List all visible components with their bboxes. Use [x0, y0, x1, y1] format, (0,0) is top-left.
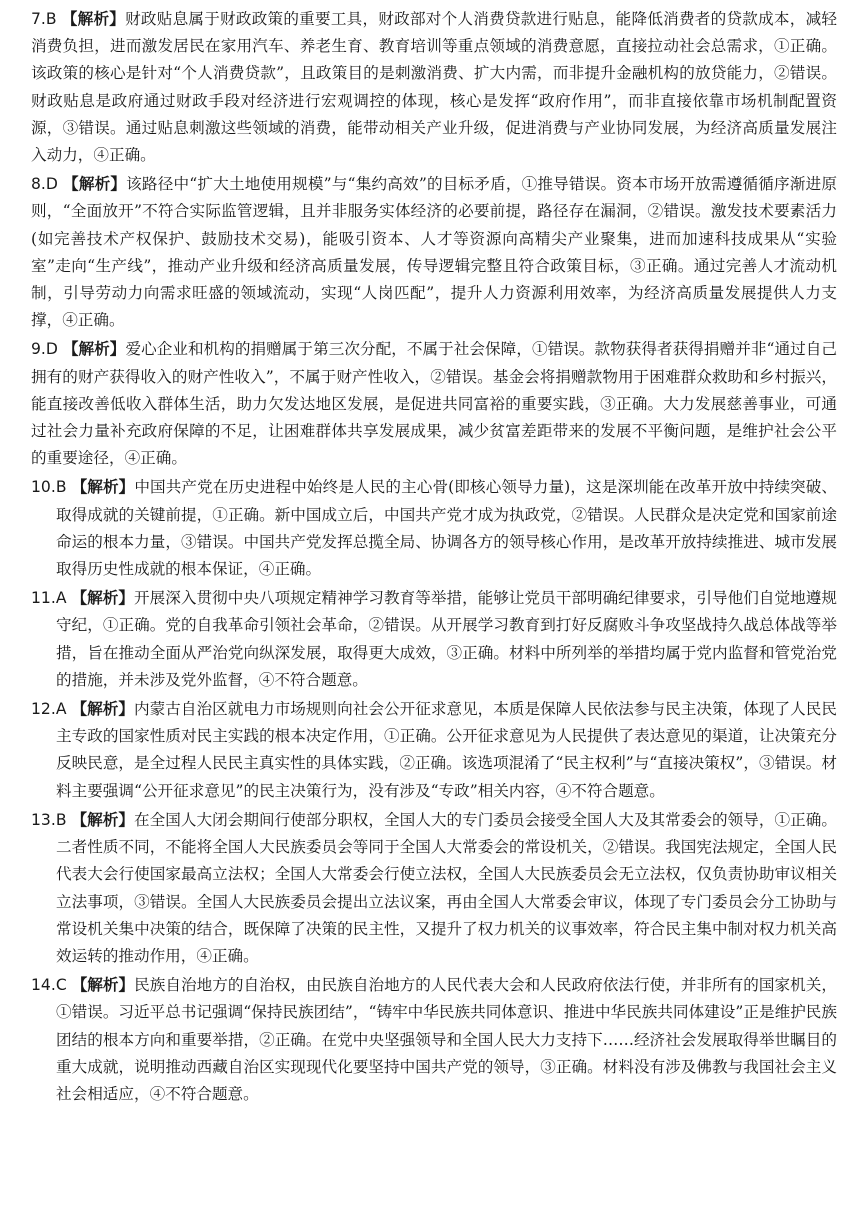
- analysis-text: 民族自治地方的自治权，由民族自治地方的人民代表大会和人民政府依法行使，并非所有的国家机关，①错误。习近平总书记强调“保持民族团结”，“铸牢中华民族共同体意识、推进中华民族共同体建设”正是维护民族团结的根本方向和重要举措，②正确。在党中央坚强领导和全国人民大力支持下……经济社会发展取得举世瞩目的重大成就，说明推动西藏自治区实现现代化要坚持中国共产党的领导，③正确。材料没有涉及佛教与我国社会主义社会相适应，④不符合题意。: [56, 976, 837, 1103]
- analysis-tag: 【解析】: [71, 589, 134, 608]
- analysis-text: 财政贴息属于财政政策的重要工具，财政部对个人消费贷款进行贴息，能降低消费者的贷款成本，减轻消费负担，进而激发居民在家用汽车、养老生育、教育培训等重点领域的消费意愿，直接拉动社会总需求，①正确。该政策的核心是针对“个人消费贷款”，且政策目的是刺激消费、扩大内需，而非提升金融机构的放贷能力，②错误。财政贴息是政府通过财政手段对经济进行宏观调控的体现，核心是发挥“政府作用”，而非直接依靠市场机制配置资源，③错误。通过贴息刺激这些领域的消费，能带动相关产业升级，促进消费与产业协同发展，为经济高质量发展注入动力，④正确。: [31, 10, 837, 165]
- answer-letter: D: [45, 175, 58, 194]
- answer-item-9: [31, 336, 837, 472]
- question-number: 14.: [31, 976, 56, 995]
- question-number: 8.: [31, 175, 46, 194]
- analysis-text: 在全国人大闭会期间行使部分职权，全国人大的专门委员会接受全国人大及其常委会的领导，①正确。二者性质不同，不能将全国人大民族委员会等同于全国人大常委会的常设机关，②错误。我国宪法规定，全国人民代表大会行使国家最高立法权；全国人大常委会行使立法权，全国人大民族委员会无立法权，仅负责协助审议相关立法事项，③错误。全国人大民族委员会提出立法议案，再由全国人大常委会审议，体现了专门委员会分工协助与常设机关集中决策的结合，既保障了决策的民主性，又提升了权力机关的议事效率，符合民主集中制对权力机关高效运转的推动作用，④正确。: [56, 810, 837, 965]
- question-number: 7.: [31, 10, 46, 28]
- answer-item-13: [31, 807, 837, 970]
- answer-letter: A: [55, 589, 67, 608]
- analysis-text: 内蒙古自治区就电力市场规则向社会公开征求意见，本质是保障人民依法参与民主决策，体现了人民民主专政的国家性质对民主实践的根本决定作用，①正确。公开征求意见为人民提供了表达意见的渠道，让决策充分反映民意，是全过程人民民主真实性的具体实践，②正确。该选项混淆了“民主权利”与“直接决策权”，③错误。材料主要强调“公开征求意见”的民主决策行为，没有涉及“专政”相关内容，④不符合题意。: [56, 700, 837, 800]
- answer-letter: A: [55, 700, 67, 719]
- question-number: 12.: [31, 700, 56, 719]
- analysis-text: 该路径中“扩大土地使用规模”与“集约高效”的目标矛盾，①推导错误。资本市场开放需遵循循序渐进原则，“全面放开”不符合实际监管逻辑，且并非服务实体经济的必要前提，路径存在漏洞，②错误。激发技术要素活力(如完善技术产权保护、鼓励技术交易)，能吸引资本、人才等资源向高精尖产业聚集，进而加速科技成果从“实验室”走向“生产线”，推动产业升级和经济高质量发展，传导逻辑完整且符合政策目标，③正确。通过完善人才流动机制，引导劳动力向需求旺盛的领域流动，实现“人岗匹配”，提升人力资源利用效率，为经济高质量发展提供人力支撑，④正确。: [31, 175, 837, 330]
- analysis-tag: 【解析】: [71, 478, 135, 497]
- analysis-text: 爱心企业和机构的捐赠属于第三次分配，不属于社会保障，①错误。款物获得者获得捐赠并非“通过自己拥有的财产获得收入的财产性收入”，不属于财产性收入，②错误。基金会将捐赠款物用于困难群众救助和乡村振兴，能直接改善低收入群体生活，助力欠发达地区发展，是促进共同富裕的重要实践，③正确。大力发展慈善事业，可通过社会力量补充政府保障的不足，让困难群体共享发展成果，减少贫富差距带来的发展不平衡问题，是维护社会公平的重要途径，④正确。: [31, 340, 837, 468]
- answer-letter: B: [45, 10, 57, 28]
- question-number: 10.: [31, 478, 56, 497]
- answer-item-11: [31, 585, 837, 694]
- answer-item-12: [31, 696, 837, 805]
- analysis-text: 开展深入贯彻中央八项规定精神学习教育等举措，能够让党员干部明确纪律要求，引导他们自觉地遵规守纪，①正确。党的自我革命引领社会革命，②错误。从开展学习教育到打好反腐败斗争攻坚战持久战总体战等举措，旨在推动全面从严治党向纵深发展，取得更大成效，③正确。材料中所列举的举措均属于党内监督和管党治党的措施，并未涉及党外监督，④不符合题意。: [56, 589, 837, 689]
- analysis-tag: 【解析】: [61, 10, 126, 28]
- answer-letter: D: [45, 340, 58, 359]
- analysis-text: 中国共产党在历史进程中始终是人民的主心骨(即核心领导力量)，这是深圳能在改革开放中持续突破、取得成就的关键前提，①正确。新中国成立后，中国共产党才成为执政党，②错误。人民群众是决定党和国家前途命运的根本力量，③错误。中国共产党发挥总揽全局、协调各方的领导核心作用，是改革开放持续推进、城市发展取得历史性成就的根本保证，④正确。: [56, 478, 837, 579]
- answer-item-7: [31, 6, 837, 169]
- answer-item-8: [31, 171, 837, 334]
- answer-letter: B: [55, 810, 67, 829]
- question-number: 9.: [31, 340, 46, 359]
- analysis-tag: 【解析】: [71, 976, 135, 995]
- question-number: 11.: [31, 589, 56, 608]
- analysis-tag: 【解析】: [63, 175, 127, 194]
- analysis-tag: 【解析】: [71, 810, 135, 829]
- analysis-tag: 【解析】: [62, 340, 126, 359]
- answer-letter: B: [55, 478, 67, 497]
- question-number: 13.: [31, 810, 56, 829]
- answer-item-14: [31, 972, 837, 1108]
- answer-letter: C: [55, 976, 67, 995]
- analysis-tag: 【解析】: [71, 700, 134, 719]
- answer-item-10: [31, 474, 837, 583]
